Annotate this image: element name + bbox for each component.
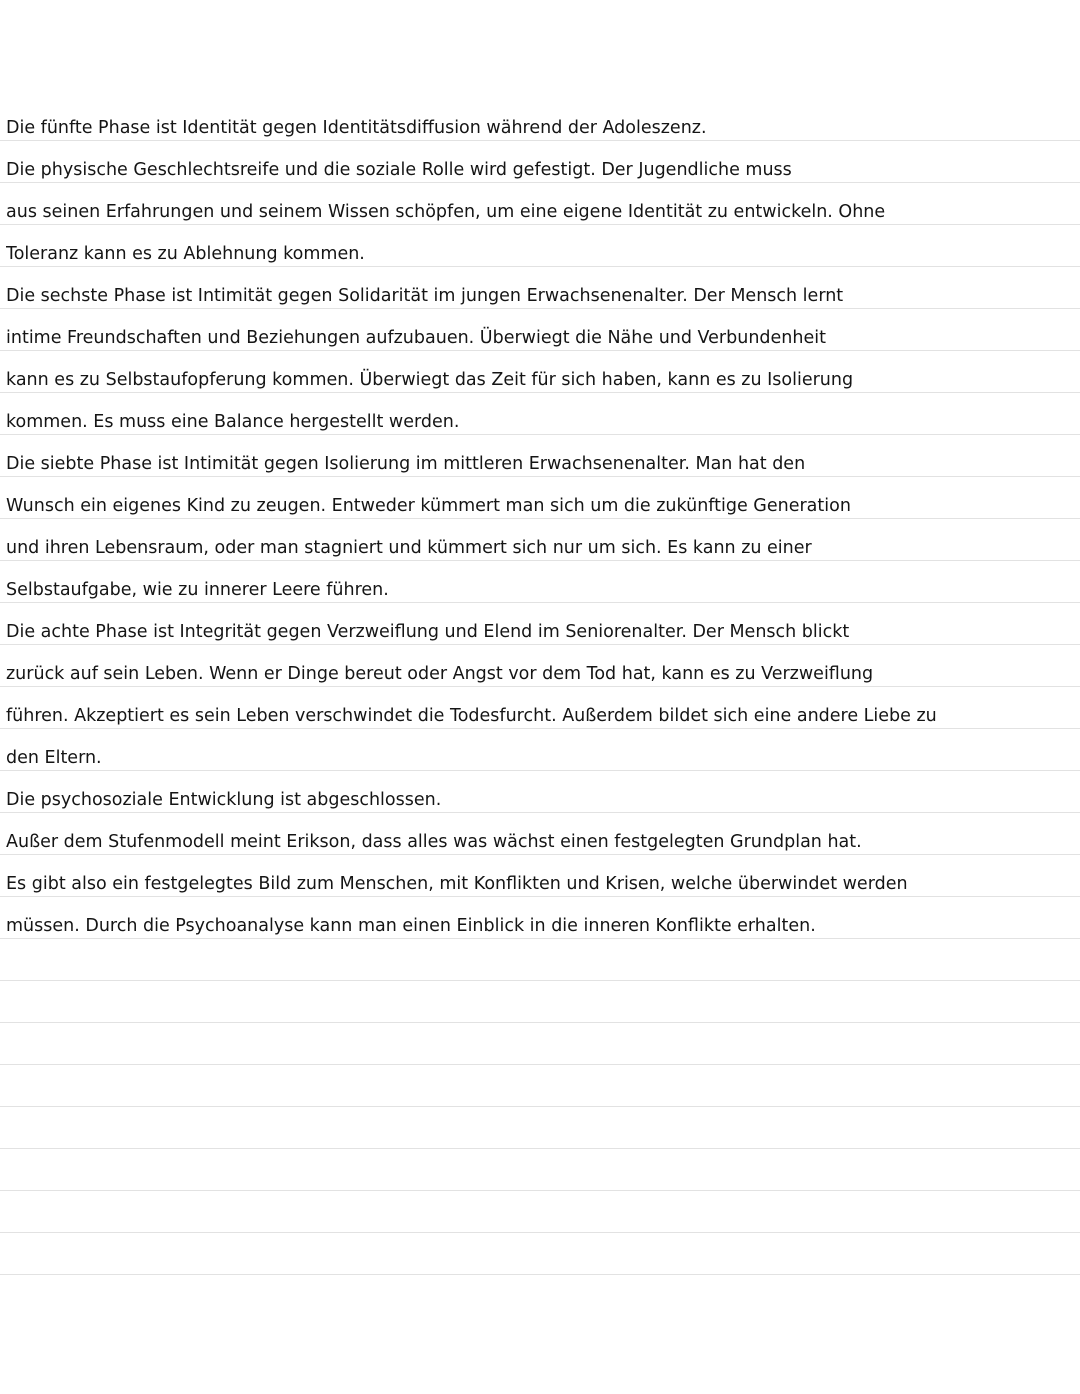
rule-line <box>0 854 1080 855</box>
rule-line <box>0 938 1080 939</box>
text-line: Wunsch ein eigenes Kind zu zeugen. Entweder kümmert man sich um die zukünftige Generation <box>6 496 851 516</box>
text-line: den Eltern. <box>6 748 102 768</box>
rule-line <box>0 308 1080 309</box>
rule-line <box>0 1232 1080 1233</box>
rule-line <box>0 896 1080 897</box>
text-line: Die sechste Phase ist Intimität gegen Solidarität im jungen Erwachsenenalter. Der Mensch lernt <box>6 286 844 306</box>
rule-line <box>0 644 1080 645</box>
rule-line <box>0 770 1080 771</box>
text-line: Die siebte Phase ist Intimität gegen Isolierung im mittleren Erwachsenenalter. Man hat den <box>6 454 806 474</box>
text-line: intime Freundschaften und Beziehungen aufzubauen. Überwiegt die Nähe und Verbundenheit <box>6 328 826 348</box>
rule-line <box>0 392 1080 393</box>
text-line: Die fünfte Phase ist Identität gegen Identitätsdiffusion während der Adoleszenz. <box>6 118 707 138</box>
text-line: Selbstaufgabe, wie zu innerer Leere führen. <box>6 580 389 600</box>
rule-line <box>0 182 1080 183</box>
text-line: Die physische Geschlechtsreife und die soziale Rolle wird gefestigt. Der Jugendliche muss <box>6 160 792 180</box>
rule-line <box>0 350 1080 351</box>
text-line: müssen. Durch die Psychoanalyse kann man einen Einblick in die inneren Konflikte erhalten. <box>6 916 816 936</box>
rule-line <box>0 728 1080 729</box>
rule-line <box>0 518 1080 519</box>
text-line: aus seinen Erfahrungen und seinem Wissen schöpfen, um eine eigene Identität zu entwickeln. Ohne <box>6 202 886 222</box>
text-line: kommen. Es muss eine Balance hergestellt werden. <box>6 412 460 432</box>
rule-line <box>0 266 1080 267</box>
rule-line <box>0 1274 1080 1275</box>
rule-line <box>0 1064 1080 1065</box>
text-line: Toleranz kann es zu Ablehnung kommen. <box>6 244 365 264</box>
rule-line <box>0 980 1080 981</box>
rule-line <box>0 1190 1080 1191</box>
text-line: und ihren Lebensraum, oder man stagniert und kümmert sich nur um sich. Es kann zu einer <box>6 538 812 558</box>
rule-line <box>0 1148 1080 1149</box>
rule-line <box>0 476 1080 477</box>
rule-line <box>0 812 1080 813</box>
rule-line <box>0 140 1080 141</box>
text-line: Die achte Phase ist Integrität gegen Verzweiflung und Elend im Seniorenalter. Der Mensch blickt <box>6 622 850 642</box>
rule-line <box>0 560 1080 561</box>
rule-line <box>0 686 1080 687</box>
text-line: zurück auf sein Leben. Wenn er Dinge bereut oder Angst vor dem Tod hat, kann es zu Verzweiflung <box>6 664 874 684</box>
text-line: Außer dem Stufenmodell meint Erikson, dass alles was wächst einen festgelegten Grundplan hat. <box>6 832 862 852</box>
text-line: kann es zu Selbstaufopferung kommen. Überwiegt das Zeit für sich haben, kann es zu Isolierung <box>6 370 854 390</box>
rule-line <box>0 602 1080 603</box>
rule-line <box>0 434 1080 435</box>
text-line: führen. Akzeptiert es sein Leben verschwindet die Todesfurcht. Außerdem bildet sich eine andere Liebe zu <box>6 706 937 726</box>
text-line: Es gibt also ein festgelegtes Bild zum Menschen, mit Konflikten und Krisen, welche überwindet werden <box>6 874 908 894</box>
text-line: Die psychosoziale Entwicklung ist abgeschlossen. <box>6 790 442 810</box>
rule-line <box>0 224 1080 225</box>
rule-line <box>0 1022 1080 1023</box>
rule-line <box>0 1106 1080 1107</box>
